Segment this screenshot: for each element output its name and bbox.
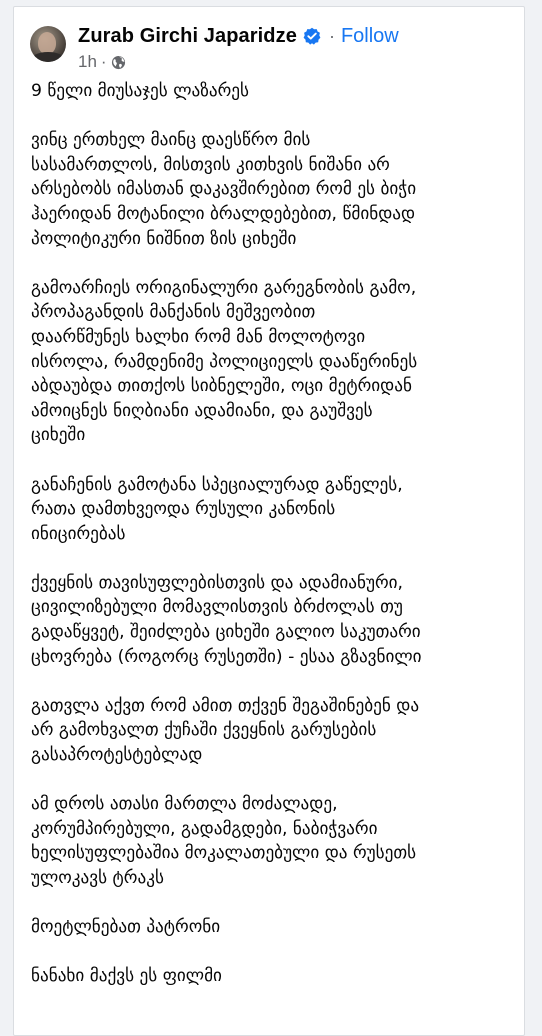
- post-paragraph: [31, 694, 521, 768]
- post-text-line: ამოიცნეს ნიღბიანი ადამიანი, და გაუშვეს: [31, 400, 373, 421]
- post-card: [13, 6, 525, 1036]
- post-text-line: დაარწმუნეს ხალხი რომ მან მოლოტოვი: [31, 326, 366, 347]
- verified-badge-icon: [303, 27, 321, 45]
- post-text-line: ცივილიზებული მომავლისთვის ბრძოლას თუ: [31, 597, 403, 618]
- follow-button[interactable]: Follow: [340, 24, 399, 47]
- post-paragraph: [31, 128, 521, 251]
- author-avatar[interactable]: [30, 26, 66, 62]
- post-text-line: ულოკავს ტრაკს: [31, 868, 164, 888]
- post-text-line: პოლიტიკური ნიშნით ზის ციხეში: [31, 228, 297, 249]
- post-text-line: არ გამოხვალთ ქუჩაში ქვეყნის გარუსების: [31, 720, 377, 741]
- globe-icon[interactable]: [111, 55, 126, 70]
- post-paragraph: [31, 79, 521, 104]
- post-text-line: ნანახი მაქვს ეს ფილმი: [31, 966, 222, 987]
- post-text-line: არსებობს იმასთან დაკავშირებით რომ ეს ბიჭი: [31, 179, 417, 200]
- post-meta: [78, 52, 126, 72]
- post-text-line: გადაწყვეტ, შეიძლება ციხეში გალიო საკუთარი: [31, 622, 421, 643]
- separator-dot: ·: [328, 25, 335, 46]
- post-text-line: ჰაერიდან მოტანილი ბრალდებებით, წმინდად: [31, 203, 416, 224]
- post-text-line: სასამართლოს, მისთვის კითხვის ნიშანი არ: [31, 154, 390, 175]
- post-text-line: გასაპროტესტებლად: [31, 745, 203, 766]
- post-header: [30, 22, 514, 70]
- post-paragraph: [31, 571, 521, 669]
- post-text: [31, 79, 521, 1014]
- post-text-line: რათა დამთხვეოდა რუსული კანონის: [31, 499, 336, 520]
- post-paragraph: [31, 473, 521, 547]
- avatar-face: [38, 32, 56, 54]
- post-paragraph: [31, 792, 521, 890]
- post-text-line: ვინც ერთხელ მაინც დაესწრო მის: [31, 130, 311, 151]
- post-text-line: პროპაგანდის მანქანის მეშვეობით: [31, 302, 316, 323]
- post-text-line: ისროლა, რამდენიმე პოლიციელს დააწერინეს: [31, 351, 418, 372]
- post-paragraph: [31, 276, 521, 448]
- post-text-line: განაჩენის გამოტანა სპეციალურად გაწელეს,: [31, 474, 403, 495]
- post-text-line: გათვლა აქვთ რომ ამით თქვენ შეგაშინებენ და: [31, 695, 420, 716]
- post-paragraph: [31, 915, 521, 940]
- post-text-line: ინიცირებას: [31, 523, 126, 544]
- post-text-line: ცხოვრება (როგორც რუსეთში) - ესაა გზავნილი: [31, 646, 422, 667]
- post-text-line: გამოარჩიეს ორიგინალური გარეგნობის გამო,: [31, 277, 417, 298]
- post-text-line: კორუმპირებული, გადამგდები, ნაბიჭვარი: [31, 818, 378, 839]
- post-paragraph: [31, 964, 521, 989]
- post-time[interactable]: 1h: [78, 52, 97, 71]
- meta-separator-dot: ·: [100, 52, 107, 71]
- post-text-line: 9 წელი მიუსაჯეს ლაზარეს: [31, 81, 249, 101]
- post-text-line: ციხეში: [31, 425, 86, 446]
- author-name[interactable]: Zurab Girchi Japaridze: [78, 24, 297, 47]
- post-text-line: ხელისუფლებაშია მოკალათებული და რუსეთს: [31, 843, 417, 864]
- post-text-line: მოეტლნებათ პატრონი: [31, 917, 221, 938]
- author-name-row: [78, 22, 399, 50]
- post-text-line: აბდაუბდა თითქოს სიბნელეში, ოცი მეტრიდან: [31, 376, 412, 397]
- post-text-line: ქვეყნის თავისუფლებისთვის და ადამიანური,: [31, 572, 403, 593]
- post-text-line: ამ დროს ათასი მართლა მოძალადე,: [31, 794, 338, 815]
- avatar-shoulders: [30, 52, 66, 62]
